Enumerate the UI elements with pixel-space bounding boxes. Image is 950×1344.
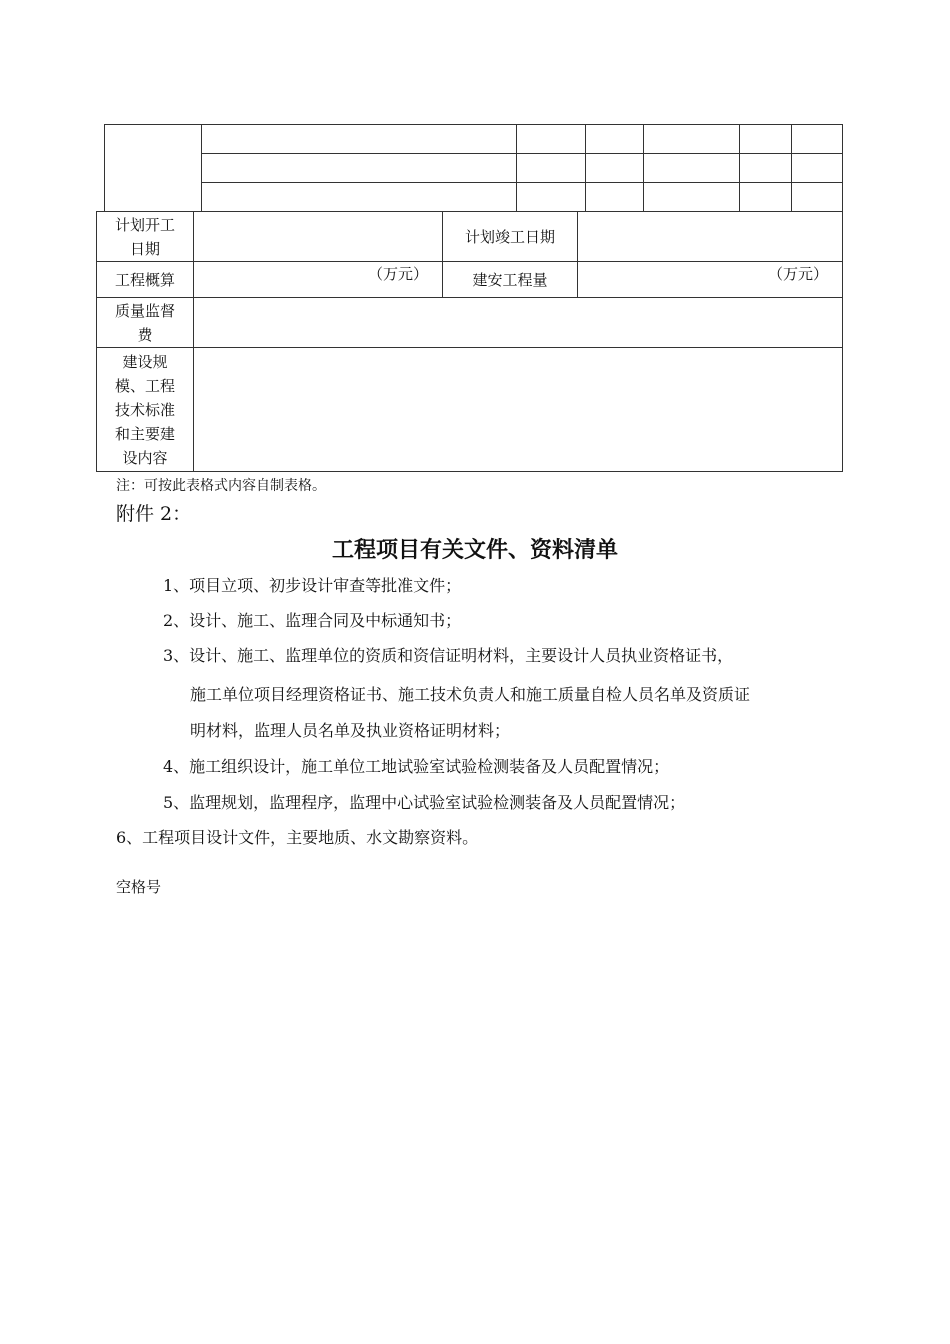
grid-cell[interactable]: [644, 183, 740, 212]
grid-cell[interactable]: [792, 125, 843, 154]
list-item: 2、设计、施工、监理合同及中标通知书；: [163, 611, 462, 630]
supervision-fee-label-line2: 费: [137, 325, 153, 344]
grid-cell[interactable]: [644, 125, 740, 154]
list-item: 5、监理规划，监理程序，监理中心试验室试验检测装备及人员配置情况；: [163, 793, 686, 812]
grid-cell[interactable]: [586, 183, 644, 212]
supervision-fee-label: [97, 298, 194, 348]
grid-cell[interactable]: [517, 154, 586, 183]
list-item-continuation: 明材料，监理人员名单及执业资格证明材料；: [190, 721, 511, 740]
project-info-table: [96, 211, 843, 472]
start-date-label: [97, 212, 194, 262]
grid-cell[interactable]: [202, 154, 517, 183]
install-quantity-label: 建安工程量: [443, 262, 578, 298]
scope-label-line: 建设规: [122, 352, 168, 371]
grid-cell[interactable]: [586, 125, 644, 154]
install-unit: （万元）: [767, 265, 828, 283]
document-title: 工程项目有关文件、资料清单: [331, 538, 618, 563]
list-item: 6、工程项目设计文件，主要地质、水文勘察资料。: [116, 828, 479, 847]
scope-label-line: 和主要建: [114, 424, 175, 443]
footer-text: 空格号: [116, 878, 162, 896]
attachment-heading: 附件 2：: [116, 503, 192, 525]
scope-label-line: 技术标准: [114, 400, 175, 419]
grid-cell[interactable]: [740, 183, 792, 212]
grid-cell[interactable]: [644, 154, 740, 183]
construction-scope-value-cell[interactable]: [194, 348, 843, 472]
finish-date-value-cell[interactable]: [578, 212, 843, 262]
grid-cell[interactable]: [202, 183, 517, 212]
list-item: 1、项目立项、初步设计审查等批准文件；: [163, 576, 462, 595]
list-item: 3、设计、施工、监理单位的资质和资信证明材料，主要设计人员执业资格证书，: [163, 646, 734, 665]
budget-label: 工程概算: [97, 262, 194, 298]
install-quantity-value-cell[interactable]: [578, 262, 843, 298]
grid-merged-cell: [105, 125, 202, 212]
finish-date-label: 计划竣工日期: [443, 212, 578, 262]
grid-cell[interactable]: [517, 125, 586, 154]
continuation-grid-table: [104, 124, 843, 212]
supervision-fee-label-line1: 质量监督: [114, 301, 175, 320]
scope-label-line: 模、工程: [114, 376, 175, 395]
grid-cell[interactable]: [202, 125, 517, 154]
table-note: 注：可按此表格式内容自制表格。: [116, 478, 326, 494]
start-date-value-cell[interactable]: [194, 212, 443, 262]
budget-unit: （万元）: [367, 265, 428, 283]
grid-cell[interactable]: [740, 154, 792, 183]
grid-cell[interactable]: [740, 125, 792, 154]
start-date-label-line1: 计划开工: [114, 215, 175, 234]
grid-cell[interactable]: [586, 154, 644, 183]
construction-scope-label: [97, 348, 194, 472]
list-item-continuation: 施工单位项目经理资格证书、施工技术负责人和施工质量自检人员名单及资质证: [190, 685, 751, 704]
grid-cell[interactable]: [792, 154, 843, 183]
grid-cell[interactable]: [517, 183, 586, 212]
list-item: 4、施工组织设计，施工单位工地试验室试验检测装备及人员配置情况；: [163, 757, 670, 776]
supervision-fee-value-cell[interactable]: [194, 298, 843, 348]
start-date-label-line2: 日期: [129, 239, 160, 258]
scope-label-line: 设内容: [122, 448, 168, 467]
budget-value-cell[interactable]: [194, 262, 443, 298]
grid-cell[interactable]: [792, 183, 843, 212]
